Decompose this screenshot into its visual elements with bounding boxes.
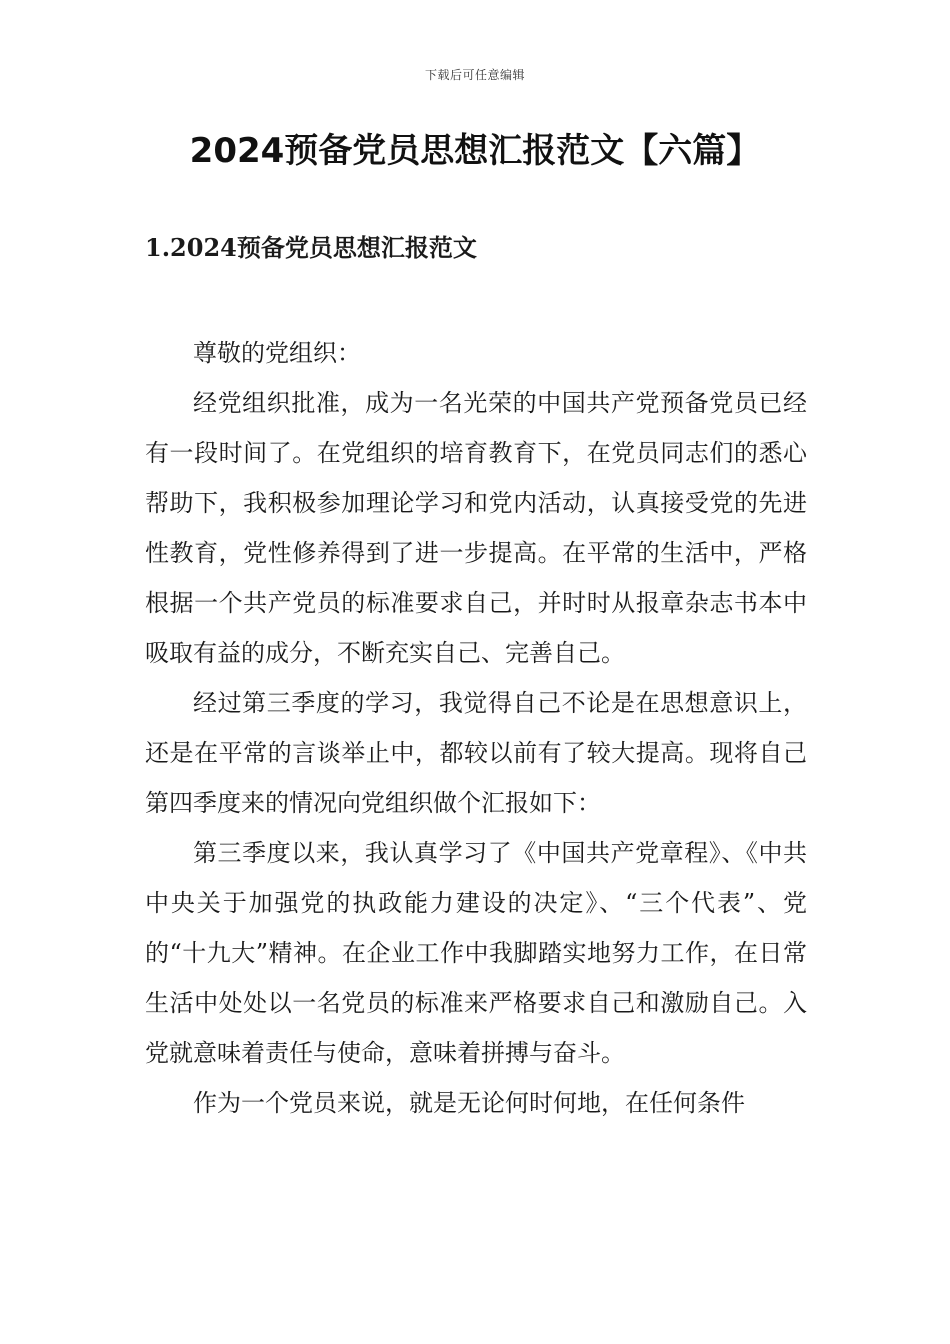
paragraph-2: 经过第三季度的学习，我觉得自己不论是在思想意识上，还是在平常的言谈举止中，都较以前有了较大提高。现将自己第四季度来的情况向党组织做个汇报如下：: [145, 689, 807, 817]
paragraph-3: 第三季度以来，我认真学习了《中国共产党章程》、《中共中央关于加强党的执政能力建设的决定》、“三个代表”、党的“十九大”精神。在企业工作中我脚踏实地努力工作，在日常生活中处处以一名党员的标准来严格要求自己和激励自己。入党就意味着责任与使命，意味着拼搏与奋斗。: [145, 839, 807, 1067]
header-note: 下载后可任意编辑: [424, 68, 525, 82]
document-title: 2024预备党员思想汇报范文【六篇】: [189, 131, 761, 171]
document-body: [145, 328, 807, 1128]
paragraph-4: 作为一个党员来说，就是无论何时何地，在任何条件: [193, 1089, 745, 1117]
paragraph-1: 经党组织批准，成为一名光荣的中国共产党预备党员已经有一段时间了。在党组织的培育教育下，在党员同志们的悉心帮助下，我积极参加理论学习和党内活动，认真接受党的先进性教育，党性修养得到了进一步提高。在平常的生活中，严格根据一个共产党员的标准要求自己，并时时从报章杂志书本中吸取有益的成分，不断充实自己、完善自己。: [145, 389, 807, 667]
salutation: 尊敬的党组织：: [193, 339, 361, 367]
section-heading: 1.2024预备党员思想汇报范文: [145, 233, 477, 262]
